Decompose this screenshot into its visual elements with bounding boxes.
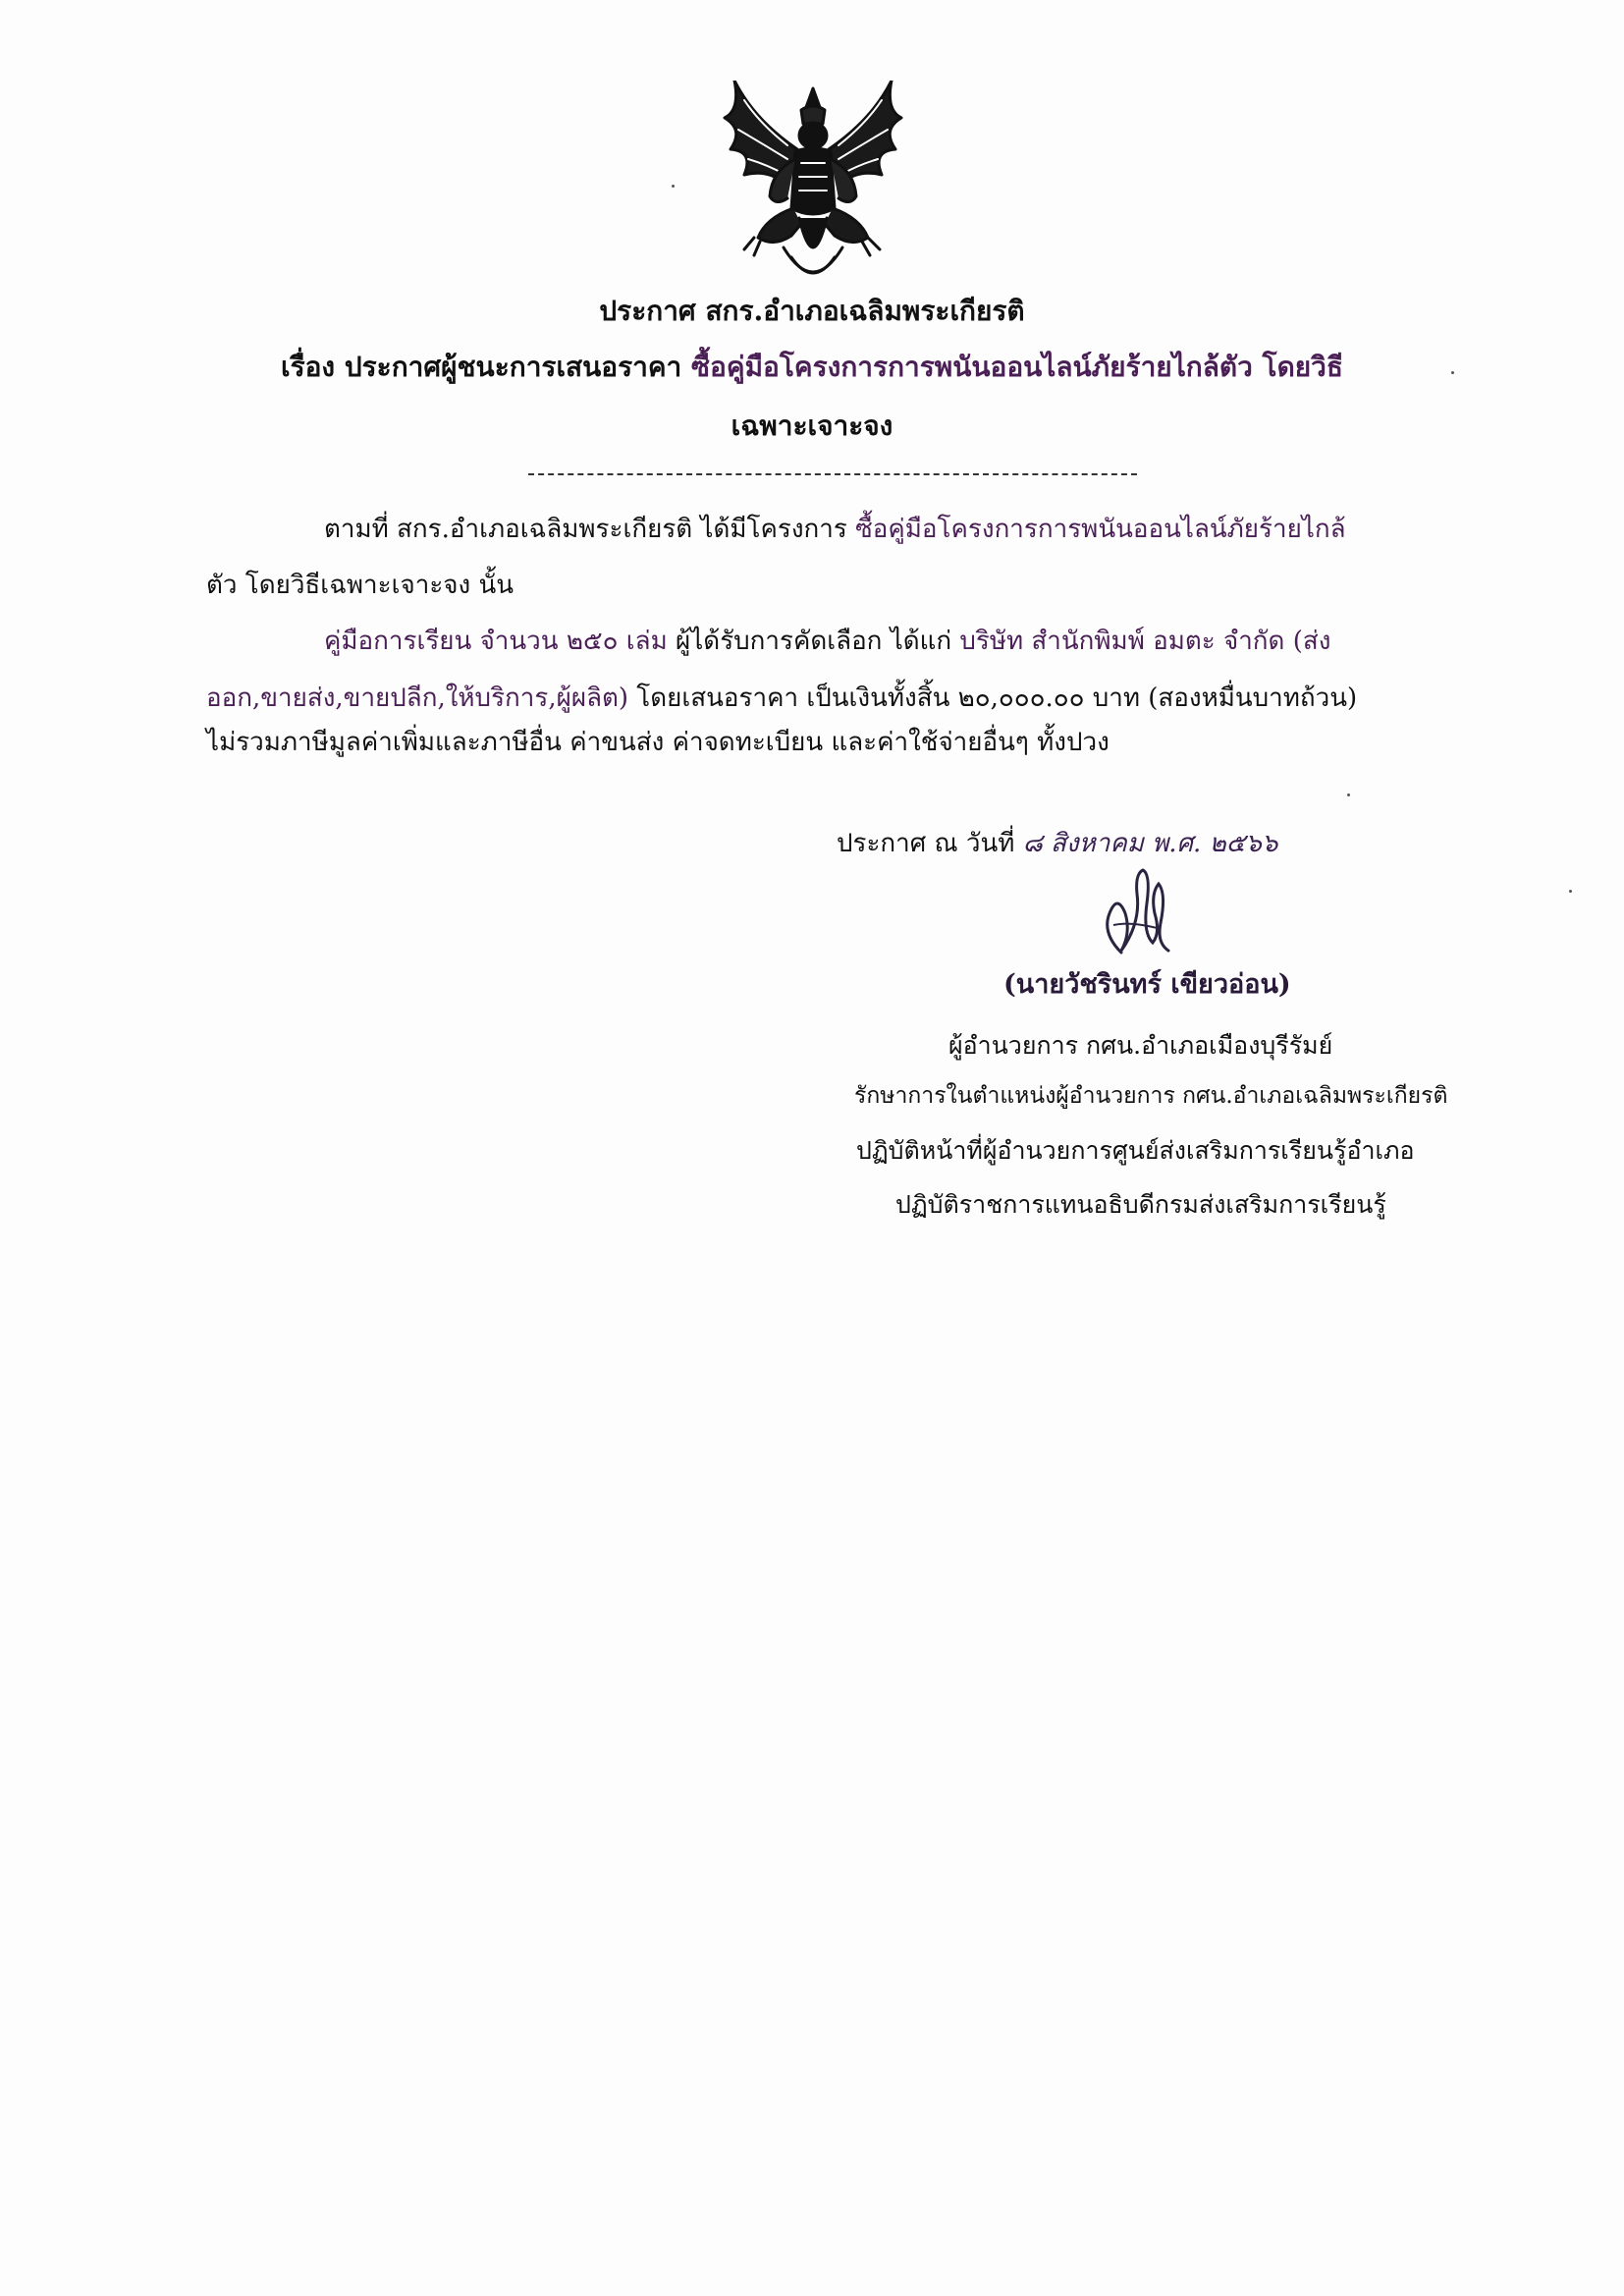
subject-project: ซื้อคู่มือโครงการการพนันออนไลน์ภัยร้ายไกล้ตัว โดยวิธี [691, 351, 1343, 383]
subject-line [0, 346, 1624, 389]
garuda-emblem-icon [715, 81, 911, 297]
announcement-title: ประกาศ สกร.อำเภอเฉลิมพระเกียรติ [599, 295, 1025, 327]
paragraph-1-line-1 [324, 509, 1346, 549]
para2-selected: ผู้ได้รับการคัดเลือก ได้แก่ [676, 627, 952, 656]
paragraph-2-line-1 [324, 621, 1330, 661]
para2-company: บริษัท สำนักพิมพ์ อมตะ จำกัด (ส่ง [959, 627, 1331, 656]
subject-method: เฉพาะเจาะจง [731, 410, 893, 442]
signer-role-4: ปฏิบัติราชการแทนอธิบดีกรมส่งเสริมการเรียนรู้ [895, 1190, 1386, 1219]
para2-item: คู่มือการเรียน จำนวน ๒๕๐ เล่ม [324, 627, 668, 656]
para2-company-cont: ออก,ขายส่ง,ขายปลีก,ให้บริการ,ผู้ผลิต) [206, 683, 629, 713]
scan-speck [1569, 890, 1572, 893]
paragraph-3: ไม่รวมภาษีมูลค่าเพิ่มและภาษีอื่น ค่าขนส่ง ค่าจดทะเบียน และค่าใช้จ่ายอื่นๆ ทั้งปวง [206, 728, 1110, 757]
announce-date: ๘ สิงหาคม พ.ศ. ๒๕๖๖ [1022, 829, 1278, 858]
signer-role-1: ผู้อำนวยการ กศน.อำเภอเมืองบุรีรัมย์ [948, 1031, 1333, 1060]
handwritten-signature [1092, 864, 1180, 962]
paragraph-1-line-2: ตัว โดยวิธีเฉพาะเจาะจง นั้น [206, 571, 514, 600]
paragraph-2-line-2 [206, 678, 1357, 718]
announce-label: ประกาศ ณ วันที่ [837, 829, 1015, 858]
scan-speck [1451, 371, 1454, 374]
scan-speck [672, 185, 675, 188]
scan-speck [1347, 793, 1350, 796]
divider-rule [528, 473, 1137, 475]
signer-role-3: ปฏิบัติหน้าที่ผู้อำนวยการศูนย์ส่งเสริมการเรียนรู้อำเภอ [856, 1136, 1415, 1165]
announcement-date-line [837, 823, 1277, 863]
para1-project: ซื้อคู่มือโครงการการพนันออนไลน์ภัยร้ายไกล้ [855, 515, 1346, 544]
subject-prefix: เรื่อง ประกาศผู้ชนะการเสนอราคา [281, 351, 682, 383]
signer-name: (นายวัชรินทร์ เขียวอ่อน) [1003, 969, 1291, 1000]
signer-role-2: รักษาการในตำแหน่งผู้อำนวยการ กศน.อำเภอเฉลิมพระเกียรติ [854, 1083, 1448, 1109]
para1-prefix: ตามที่ สกร.อำเภอเฉลิมพระเกียรติ ได้มีโครงการ [324, 515, 847, 544]
para2-price: โดยเสนอราคา เป็นเงินทั้งสิ้น ๒๐,๐๐๐.๐๐ บาท (สองหมื่นบาทถ้วน) [636, 683, 1358, 713]
